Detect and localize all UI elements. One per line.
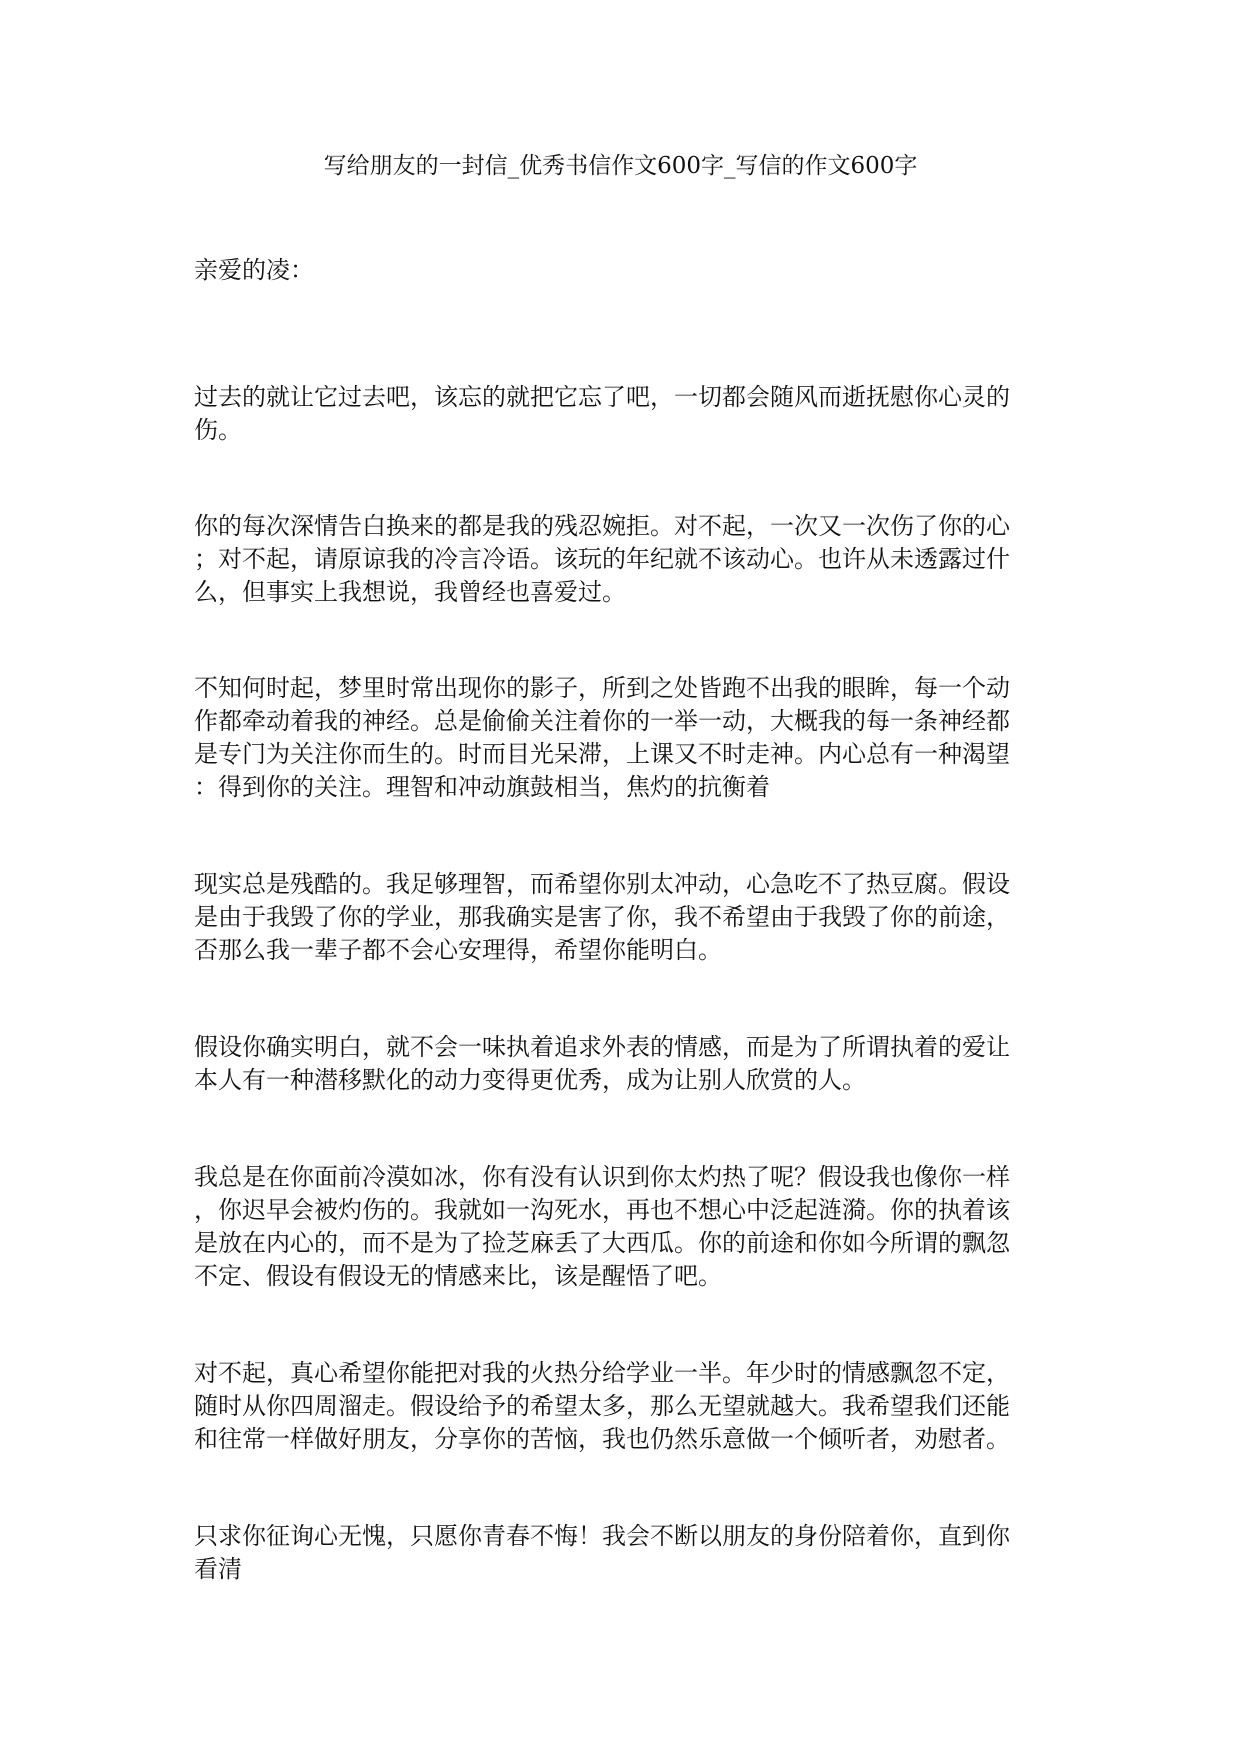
paragraph-line: 看清 xyxy=(194,1555,242,1583)
paragraph-line: 我总是在你面前冷漠如冰，你有没有认识到你太灼热了呢？假设我也像你一样 xyxy=(194,1163,1010,1191)
paragraph-line: 是放在内心的，而不是为了捡芝麻丢了大西瓜。你的前途和你如今所谓的飘忽 xyxy=(194,1229,1010,1257)
paragraph-line: 和往常一样做好朋友，分享你的苦恼，我也仍然乐意做一个倾听者，劝慰者。 xyxy=(194,1425,1010,1453)
paragraph-line: 是由于我毁了你的学业，那我确实是害了你，我不希望由于我毁了你的前途， xyxy=(194,903,1010,931)
paragraph-1 xyxy=(194,381,1054,447)
paragraph-line: 不知何时起，梦里时常出现你的影子，所到之处皆跑不出我的眼眸，每一个动 xyxy=(194,674,1010,702)
paragraph-line: 你的每次深情告白换来的都是我的残忍婉拒。对不起，一次又一次伤了你的心 xyxy=(194,512,1010,540)
paragraph-2 xyxy=(194,510,1054,609)
paragraph-line: 本人有一种潜移默化的动力变得更优秀，成为让别人欣赏的人。 xyxy=(194,1066,866,1094)
paragraph-4 xyxy=(194,868,1054,967)
paragraph-line: ：得到你的关注。理智和冲动旗鼓相当，焦灼的抗衡着 xyxy=(194,773,770,801)
paragraph-line: 伤。 xyxy=(194,416,242,444)
paragraph-3 xyxy=(194,672,1054,804)
paragraph-line: ；对不起，请原谅我的冷言冷语。该玩的年纪就不该动心。也许从未透露过什 xyxy=(194,545,1010,573)
salutation xyxy=(194,254,1054,287)
paragraph-line: 是专门为关注你而生的。时而目光呆滞，上课又不时走神。内心总有一种渴望 xyxy=(194,740,1010,768)
paragraph-line: 现实总是残酷的。我足够理智，而希望你别太冲动，心急吃不了热豆腐。假设 xyxy=(194,870,1010,898)
paragraph-line: 否那么我一辈子都不会心安理得，希望你能明白。 xyxy=(194,936,722,964)
document-title: 写给朋友的一封信_优秀书信作文600字_写信的作文600字 xyxy=(323,153,918,179)
paragraph-line: 作都牵动着我的神经。总是偷偷关注着你的一举一动，大概我的每一条神经都 xyxy=(194,707,1010,735)
paragraph-line: 对不起，真心希望你能把对我的火热分给学业一半。年少时的情感飘忽不定， xyxy=(194,1359,1010,1387)
paragraph-line: 假设你确实明白，就不会一味执着追求外表的情感，而是为了所谓执着的爱让 xyxy=(194,1033,1010,1061)
paragraph-line: ，你迟早会被灼伤的。我就如一沟死水，再也不想心中泛起涟漪。你的执着该 xyxy=(194,1196,1010,1224)
paragraph-5 xyxy=(194,1031,1054,1097)
salutation-line: 亲爱的凌： xyxy=(194,256,314,284)
paragraph-line: 么，但事实上我想说，我曾经也喜爱过。 xyxy=(194,578,626,606)
paragraph-line: 随时从你四周溜走。假设给予的希望太多，那么无望就越大。我希望我们还能 xyxy=(194,1392,1010,1420)
paragraph-8 xyxy=(194,1520,1054,1586)
paragraph-line: 不定、假设有假设无的情感来比，该是醒悟了吧。 xyxy=(194,1262,722,1290)
paragraph-line: 只求你征询心无愧，只愿你青春不悔！我会不断以朋友的身份陪着你，直到你 xyxy=(194,1522,1010,1550)
paragraph-7 xyxy=(194,1357,1054,1456)
paragraph-6 xyxy=(194,1161,1054,1293)
paragraph-line: 过去的就让它过去吧，该忘的就把它忘了吧，一切都会随风而逝抚慰你心灵的 xyxy=(194,383,1010,411)
